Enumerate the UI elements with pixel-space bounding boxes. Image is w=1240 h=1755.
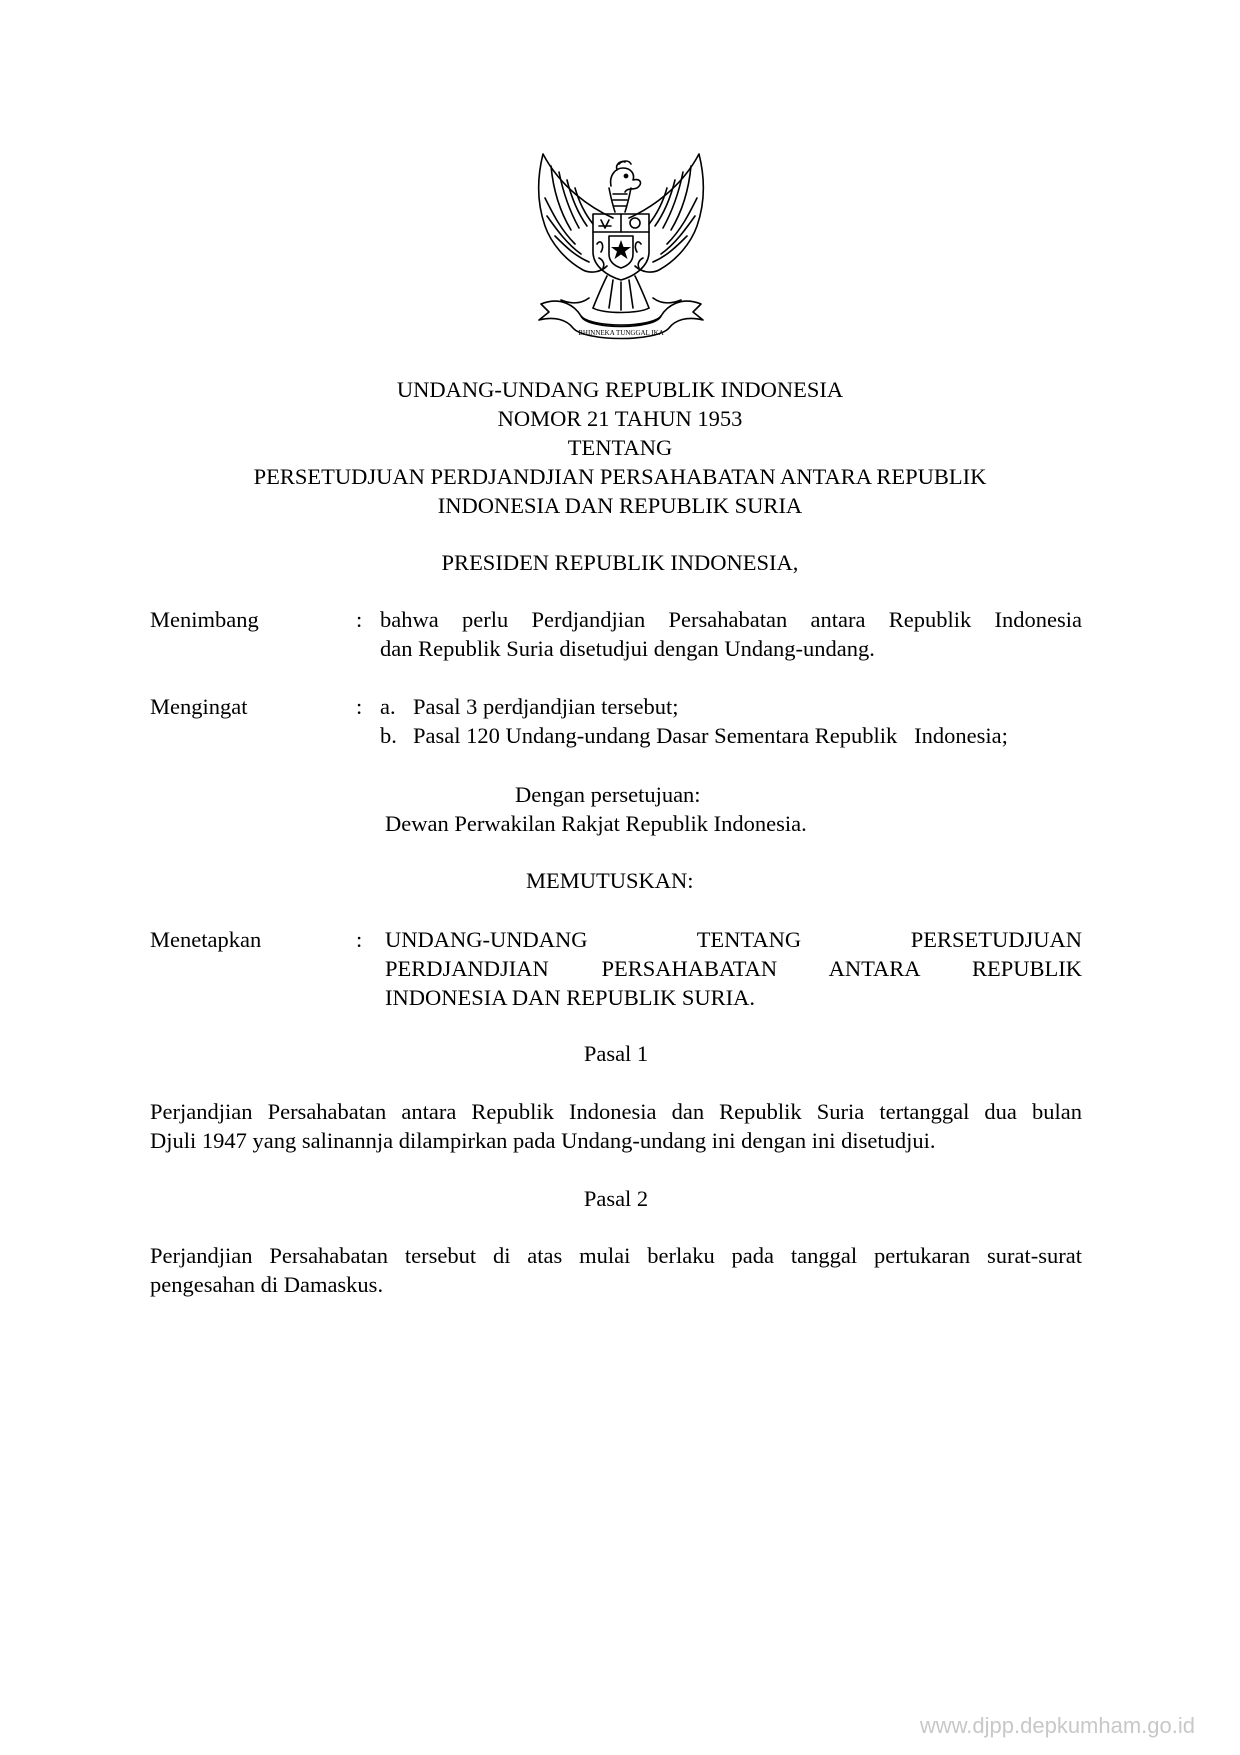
title-line-4: PERSETUDJUAN PERDJANDJIAN PERSAHABATAN ANTARA REPUBLIK bbox=[253, 464, 987, 489]
menetapkan-line-3: INDONESIA DAN REPUBLIK SURIA. bbox=[385, 985, 756, 1010]
pasal-2-heading: Pasal 2 bbox=[583, 1186, 649, 1211]
title-line-3: TENTANG bbox=[567, 435, 673, 460]
mengingat-item-b-marker: b. bbox=[380, 723, 397, 748]
mengingat-colon: : bbox=[356, 694, 363, 719]
menetapkan-text bbox=[385, 925, 1082, 1012]
watermark-url: www.djpp.depkumham.go.id bbox=[919, 1713, 1195, 1738]
mengingat-item-a-marker: a. bbox=[380, 694, 396, 719]
menimbang-line-1: bahwa perlu Perdjandjian Persahabatan antara Republik Indonesia bbox=[380, 607, 1082, 632]
title-line-2: NOMOR 21 TAHUN 1953 bbox=[497, 406, 743, 431]
menimbang-text bbox=[380, 605, 1082, 663]
pasal-2-text bbox=[150, 1241, 1082, 1299]
emblem-motto: BHINNEKA TUNGGAL IKA bbox=[578, 329, 664, 337]
menetapkan-line-1: UNDANG-UNDANG TENTANG PERSETUDJUAN bbox=[385, 927, 1082, 952]
menimbang-colon: : bbox=[356, 607, 363, 632]
pasal-1-heading: Pasal 1 bbox=[583, 1041, 649, 1066]
memutuskan-heading: MEMUTUSKAN: bbox=[526, 868, 694, 893]
pasal-1-text bbox=[150, 1097, 1082, 1155]
title-line-1: UNDANG-UNDANG REPUBLIK INDONESIA bbox=[396, 377, 844, 402]
persetujuan-line-2: Dewan Perwakilan Rakjat Republik Indonesia. bbox=[385, 811, 807, 836]
mengingat-item-b-text: Pasal 120 Undang-undang Dasar Sementara Republik Indonesia; bbox=[413, 723, 1008, 748]
menimbang-line-2: dan Republik Suria disetudjui dengan Undang-undang. bbox=[380, 636, 875, 661]
law-title bbox=[150, 375, 1090, 520]
mengingat-item-a-text: Pasal 3 perdjandjian tersebut; bbox=[413, 694, 679, 719]
menimbang-label: Menimbang bbox=[150, 607, 259, 632]
pasal-2-line-2: pengesahan di Damaskus. bbox=[150, 1272, 384, 1297]
pasal-2-line-1: Perjandjian Persahabatan tersebut di atas mulai berlaku pada tanggal pertukaran surat-surat bbox=[150, 1243, 1082, 1268]
pasal-1-line-1: Perjandjian Persahabatan antara Republik Indonesia dan Republik Suria tertanggal dua bulan bbox=[150, 1099, 1082, 1124]
persetujuan-line-1: Dengan persetujuan: bbox=[515, 782, 701, 807]
title-line-5: INDONESIA DAN REPUBLIK SURIA bbox=[437, 493, 803, 518]
garuda-emblem-icon bbox=[531, 148, 711, 346]
president-heading: PRESIDEN REPUBLIK INDONESIA, bbox=[441, 550, 799, 575]
pasal-1-line-2: Djuli 1947 yang salinannja dilampirkan pada Undang-undang ini dengan ini disetudjui. bbox=[150, 1128, 936, 1153]
mengingat-label: Mengingat bbox=[150, 694, 248, 719]
menetapkan-label: Menetapkan bbox=[150, 927, 262, 952]
menetapkan-line-2: PERDJANDJIAN PERSAHABATAN ANTARA REPUBLIK bbox=[385, 956, 1082, 981]
menetapkan-colon: : bbox=[356, 927, 363, 952]
